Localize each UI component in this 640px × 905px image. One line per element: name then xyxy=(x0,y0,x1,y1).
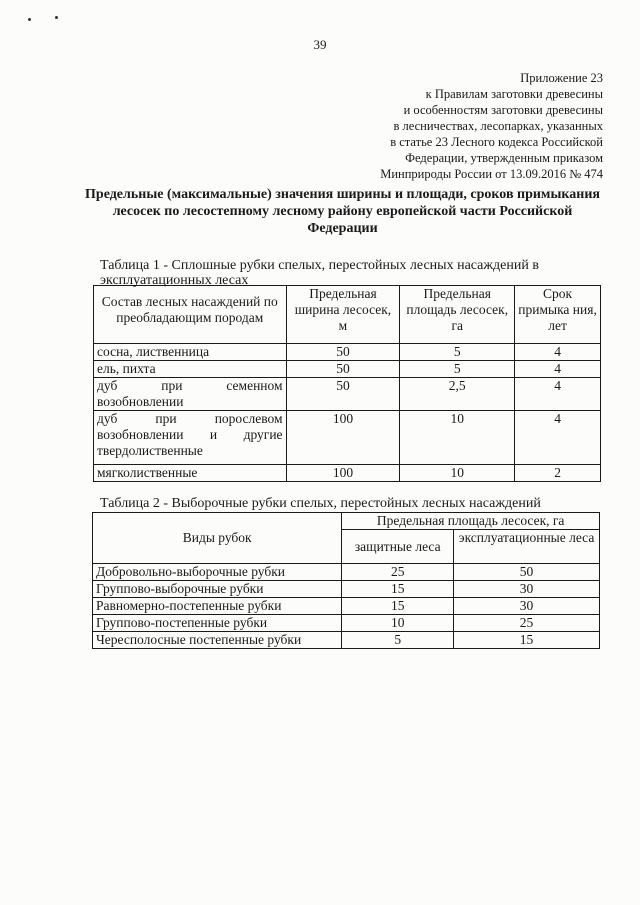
table-cell: 100 xyxy=(286,411,400,465)
table-cell: сосна, лиственница xyxy=(94,344,287,361)
table-row xyxy=(93,615,600,632)
table-cell: 4 xyxy=(515,344,601,361)
table2-subheader-cell: эксплуатационные леса xyxy=(454,530,600,564)
table-cell: дуб при семенном возобновлении xyxy=(94,378,287,411)
appendix-line: и особенностям заготовки древесины xyxy=(403,103,603,117)
table-cell: 5 xyxy=(400,361,515,378)
table-cell: 25 xyxy=(342,564,454,581)
table-cell: Чересполосные постепенные рубки xyxy=(93,632,342,649)
table1-header-cell: Срок примыка ния, лет xyxy=(515,286,601,344)
appendix-block xyxy=(283,70,603,182)
table-cell: 30 xyxy=(454,581,600,598)
table-row xyxy=(94,361,601,378)
table-cell: 30 xyxy=(454,598,600,615)
table-cell: 5 xyxy=(342,632,454,649)
page-number: 39 xyxy=(313,37,327,52)
table-row xyxy=(93,564,600,581)
table-row xyxy=(94,411,601,465)
table-cell: Группово-постепенные рубки xyxy=(93,615,342,632)
table-cell: 15 xyxy=(342,581,454,598)
table-cell: 25 xyxy=(454,615,600,632)
table1-caption: Таблица 1 - Сплошные рубки спелых, перестойных лесных насаждений в эксплуатационных лесах xyxy=(100,258,539,288)
table-row xyxy=(93,632,600,649)
table-cell: Равномерно-постепенные рубки xyxy=(93,598,342,615)
table-cell: 4 xyxy=(515,378,601,411)
table-cell: Группово-выборочные рубки xyxy=(93,581,342,598)
appendix-line: к Правилам заготовки древесины xyxy=(425,87,603,101)
table-cell: 10 xyxy=(342,615,454,632)
table-row xyxy=(94,378,601,411)
table-cell: 10 xyxy=(400,465,515,482)
table-row xyxy=(93,598,600,615)
table2-caption: Таблица 2 - Выборочные рубки спелых, перестойных лесных насаждений xyxy=(100,496,541,511)
table-row xyxy=(94,344,601,361)
table1-header-cell: Состав лесных насаждений по преобладающим породам xyxy=(94,286,287,344)
table-cell: ель, пихта xyxy=(94,361,287,378)
appendix-line: в статье 23 Лесного кодекса Российской xyxy=(390,135,603,149)
appendix-line: Приложение 23 xyxy=(520,71,603,85)
table2-header-row xyxy=(93,513,600,530)
table1-header-row xyxy=(94,286,601,344)
table-cell: 15 xyxy=(454,632,600,649)
table1-header-cell: Предельная ширина лесосек, м xyxy=(286,286,400,344)
appendix-line: Минприроды России от 13.09.2016 № 474 xyxy=(380,167,603,181)
table2-subheader-cell: защитные леса xyxy=(342,530,454,564)
table-row xyxy=(93,581,600,598)
table-cell: 50 xyxy=(286,378,400,411)
table1 xyxy=(93,285,601,482)
table2-header-area: Предельная площадь лесосек, га xyxy=(342,513,600,530)
table2-header-types: Виды рубок xyxy=(93,513,342,564)
table-cell: 5 xyxy=(400,344,515,361)
appendix-line: в лесничествах, лесопарках, указанных xyxy=(393,119,603,133)
table-row xyxy=(94,465,601,482)
table1-header-cell: Предельная площадь лесосек, га xyxy=(400,286,515,344)
document-title: Предельные (максимальные) значения ширины и площади, сроков примыкания лесосек по лесостепному лесному району европейской части Российской Федерации xyxy=(85,187,600,236)
table-cell: дуб при порослевом возобновлении и другие твердолиственные xyxy=(94,411,287,465)
table-cell: 15 xyxy=(342,598,454,615)
table2 xyxy=(92,512,600,649)
table-cell: мягколиственные xyxy=(94,465,287,482)
table-cell: 2,5 xyxy=(400,378,515,411)
table-cell: 50 xyxy=(286,344,400,361)
table-cell: 50 xyxy=(286,361,400,378)
appendix-line: Федерации, утвержденным приказом xyxy=(405,151,603,165)
table-cell: 4 xyxy=(515,411,601,465)
table-cell: 100 xyxy=(286,465,400,482)
table-cell: 10 xyxy=(400,411,515,465)
table-cell: 2 xyxy=(515,465,601,482)
table-cell: Добровольно-выборочные рубки xyxy=(93,564,342,581)
table-cell: 4 xyxy=(515,361,601,378)
table-cell: 50 xyxy=(454,564,600,581)
